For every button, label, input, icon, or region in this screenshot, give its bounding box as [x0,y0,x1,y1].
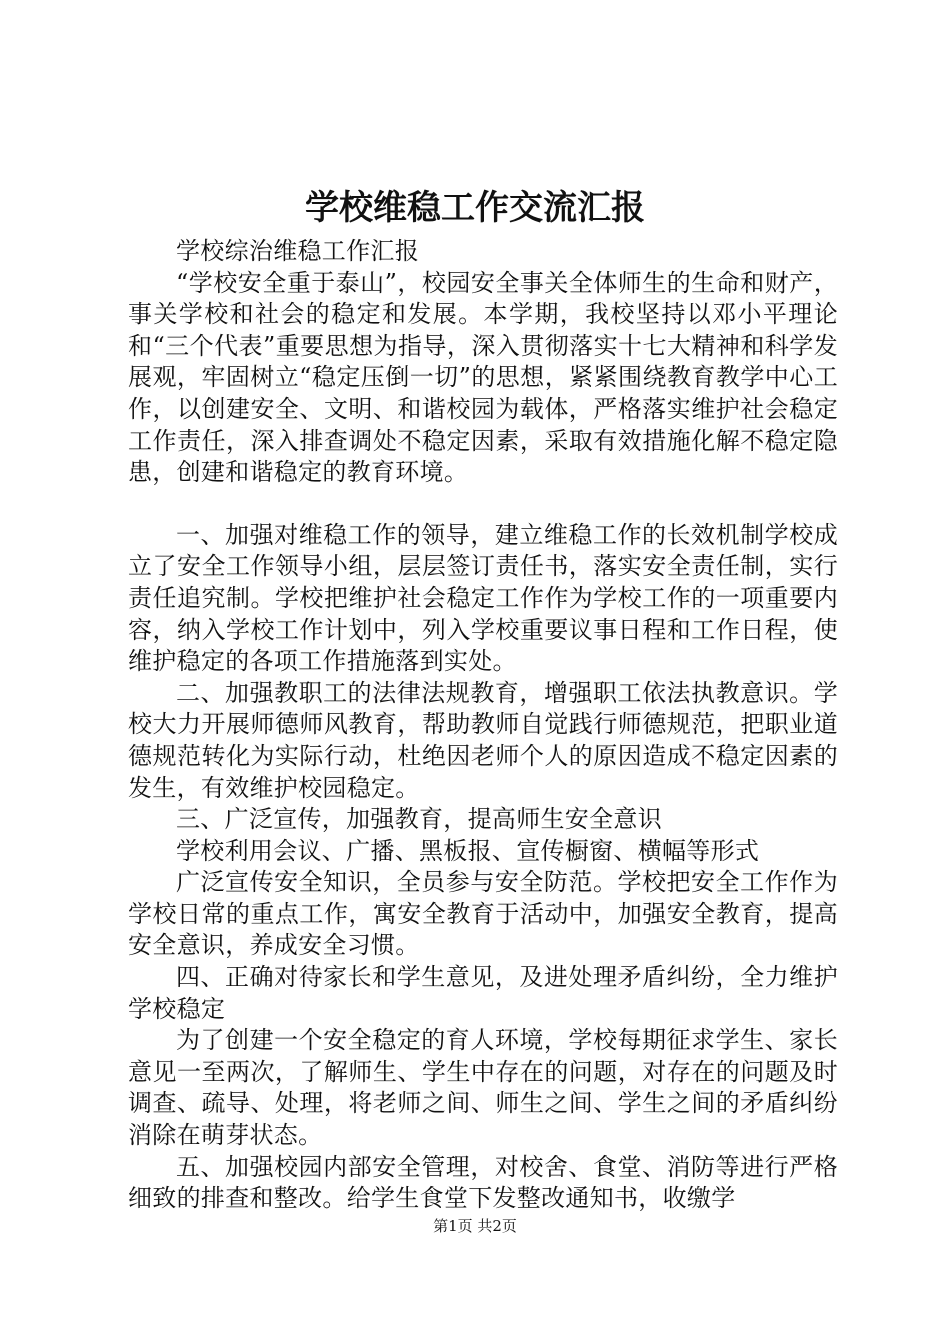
paragraph-section-3-body: 广泛宣传安全知识，全员参与安全防范。学校把安全工作作为学校日常的重点工作，寓安全教育于活动中，加强安全教育，提高安全意识，养成安全习惯。 [128,868,838,960]
document-body [128,236,838,1215]
paragraph-section-5: 五、加强校园内部安全管理，对校舍、食堂、消防等进行严格细致的排查和整改。给学生食堂下发整改通知书，收缴学 [128,1152,838,1213]
paragraph-section-3-line: 学校利用会议、广播、黑板报、宣传橱窗、横幅等形式 [176,836,760,865]
paragraph-section-4-heading: 四、正确对待家长和学生意见，及进处理矛盾纠纷，全力维护学校稳定 [128,963,838,1023]
paragraph-section-3-heading: 三、广泛宣传，加强教育，提高师生安全意识 [176,805,662,834]
paragraph-intro: “学校安全重于泰山”，校园安全事关全体师生的生命和财产，事关学校和社会的稳定和发展。本学期，我校坚持以邓小平理论和“三个代表”重要思想为指导，深入贯彻落实十七大精神和科学发展观，牢固树立“稳定压倒一切”的思想，紧紧围绕教育教学中心工作，以创建安全、文明、和谐校园为载体，严格落实维护社会稳定工作责任，深入排查调处不稳定因素，采取有效措施化解不稳定隐患，创建和谐稳定的教育环境。 [128,268,838,487]
paragraph-section-2: 二、加强教职工的法律法规教育，增强职工依法执教意识。学校大力开展师德师风教育，帮助教师自觉践行师德规范，把职业道德规范转化为实际行动，杜绝因老师个人的原因造成不稳定因素的发生，有效维护校园稳定。 [128,678,838,802]
paragraph-section-4-body: 为了创建一个安全稳定的育人环境，学校每期征求学生、家长意见一至两次，了解师生、学生中存在的问题，对存在的问题及时调查、疏导、处理，将老师之间、师生之间、学生之间的矛盾纠纷消除在萌芽状态。 [128,1026,838,1150]
paragraph-subtitle: 学校综治维稳工作汇报 [176,237,419,265]
document-title: 学校维稳工作交流汇报 [305,188,645,228]
paragraph-section-1: 一、加强对维稳工作的领导，建立维稳工作的长效机制学校成立了安全工作领导小组，层层签订责任书，落实安全责任制，实行责任追究制。学校把维护社会稳定工作作为学校工作的一项重要内容，纳入学校工作计划中，列入学校重要议事日程和工作日程，使维护稳定的各项工作措施落到实处。 [128,520,838,676]
page-number-footer: 第1页 共2页 [433,1217,517,1235]
